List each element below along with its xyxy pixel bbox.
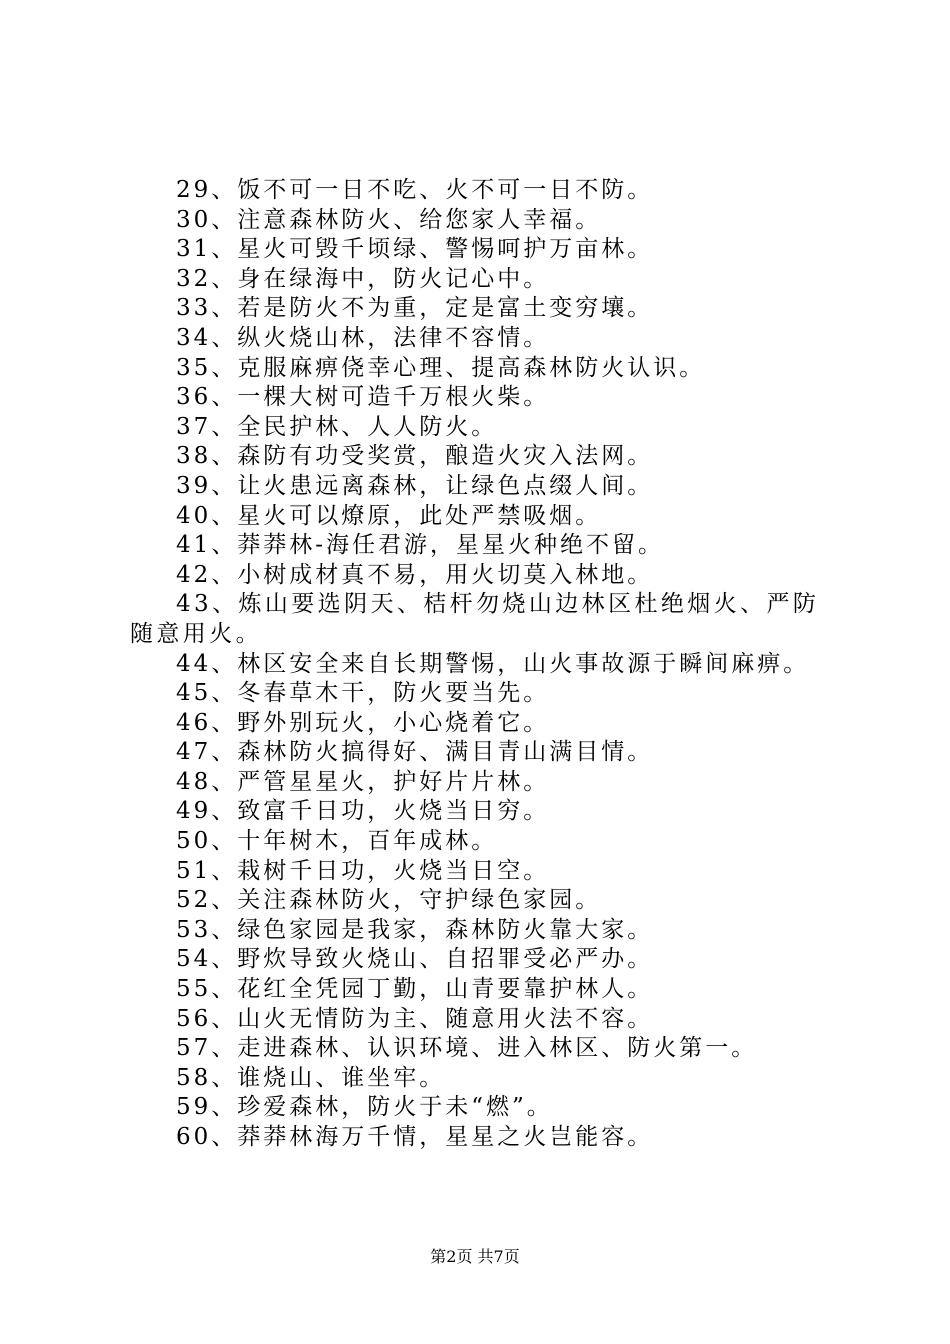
list-item: 35、克服麻痹侥幸心理、提高森林防火认识。 — [176, 354, 706, 381]
list-item: 29、饭不可一日不吃、火不可一日不防。 — [176, 177, 654, 203]
list-item: 55、花红全凭园丁勤，山青要靠护林人。 — [176, 976, 654, 1003]
list-item: 40、星火可以燎原，此处严禁吸烟。 — [176, 502, 602, 529]
list-item: 49、致富千日功，火烧当日穷。 — [176, 798, 550, 825]
page-number-footer: 第2页 共7页 — [430, 1247, 520, 1266]
list-item: 32、身在绿海中，防火记心中。 — [176, 265, 550, 292]
list-item: 53、绿色家园是我家，森林防火靠大家。 — [176, 916, 654, 943]
list-item: 54、野炊导致火烧山、自招罪受必严办。 — [176, 946, 654, 973]
list-item: 52、关注森林防火，守护绿色家园。 — [176, 887, 602, 914]
list-item: 34、纵火烧山林，法律不容情。 — [176, 324, 550, 351]
list-item: 38、森防有功受奖赏，酿造火灾入法网。 — [176, 443, 654, 470]
list-item: 57、走进森林、认识环境、进入林区、防火第一。 — [176, 1035, 758, 1062]
list-item: 58、谁烧山、谁坐牢。 — [176, 1064, 446, 1091]
list-item: 42、小树成材真不易，用火切莫入林地。 — [176, 561, 654, 588]
list-item: 56、山火无情防为主、随意用火法不容。 — [176, 1005, 654, 1032]
list-item: 39、让火患远离森林，让绿色点缀人间。 — [176, 472, 654, 499]
list-item: 60、莽莽林海万千情，星星之火岂能容。 — [176, 1124, 654, 1150]
list-item: 45、冬春草木干，防火要当先。 — [176, 680, 550, 707]
list-item: 47、森林防火搞得好、满目青山满目情。 — [176, 739, 654, 766]
list-item: 41、莽莽林-海任君游，星星火种绝不留。 — [176, 532, 665, 559]
list-item: 36、一棵大树可造千万根火柴。 — [176, 384, 550, 411]
list-item: 46、野外别玩火，小心烧着它。 — [176, 709, 550, 736]
list-item: 30、注意森林防火、给您家人幸福。 — [176, 206, 602, 233]
list-item: 44、林区安全来自长期警惕，山火事故源于瞬间麻痹。 — [176, 650, 810, 677]
list-item: 50、十年树木，百年成林。 — [176, 828, 498, 855]
list-item: 59、珍爱森林，防火于未“燃”。 — [176, 1094, 553, 1121]
list-item: 33、若是防火不为重，定是富土变穷壤。 — [176, 295, 654, 322]
list-item: 37、全民护林、人人防火。 — [176, 413, 498, 440]
list-item: 51、栽树千日功，火烧当日空。 — [176, 857, 550, 884]
list-item: 31、星火可毁千顷绿、警惕呵护万亩林。 — [176, 236, 654, 263]
slogan-list — [130, 176, 830, 1153]
list-item: 48、严管星星火，护好片片林。 — [176, 768, 550, 795]
list-item: 43、炼山要选阴天、桔杆勿烧山边林区杜绝烟火、严防随意用火。 — [130, 591, 820, 647]
